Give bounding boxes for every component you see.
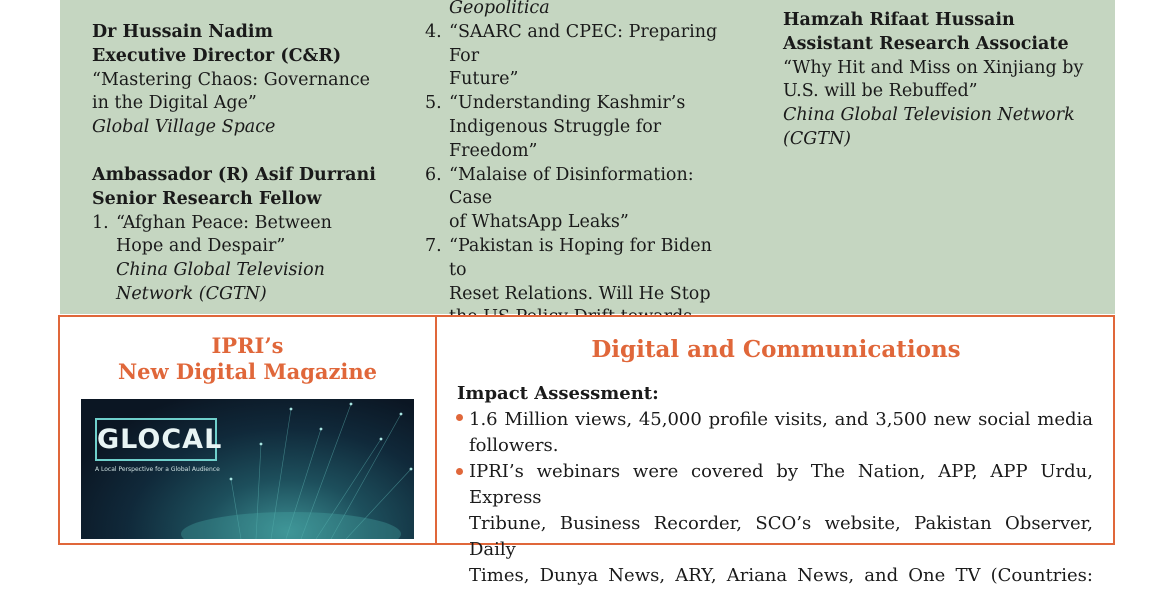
publication-source: Global Village Space bbox=[92, 117, 276, 138]
publication-source: China Global Television bbox=[116, 260, 325, 281]
bullet-line: Tribune, Business Recorder, SCO’s website, Pakistan Observer, Daily bbox=[469, 513, 1093, 560]
article-title-line: Hope and Despair” bbox=[116, 236, 286, 257]
item-number: 7. bbox=[425, 235, 442, 256]
article-title-line: U.S. will be Rebuffed” bbox=[783, 81, 978, 102]
author-name: Dr Hussain Nadim bbox=[92, 22, 273, 42]
magazine-title-line: IPRI’s bbox=[211, 333, 284, 358]
impact-heading: Impact Assessment: bbox=[457, 383, 659, 404]
item-number: 5. bbox=[425, 93, 442, 114]
article-title-line: of WhatsApp Leaks” bbox=[449, 212, 629, 233]
article-title-line: “Understanding Kashmir’s bbox=[449, 93, 686, 114]
article-title-line: Indigenous Struggle for bbox=[449, 116, 662, 137]
author-name: Hamzah Rifaat Hussain bbox=[783, 10, 1015, 30]
author-name: Ambassador (R) Asif Durrani bbox=[92, 164, 376, 185]
bullet-line: followers. bbox=[469, 435, 559, 456]
article-title-line: “Malaise of Disinformation: Case bbox=[449, 164, 694, 209]
column-1 bbox=[92, 21, 392, 307]
publication-source: (CGTN) bbox=[783, 128, 852, 149]
article-title-line: “Mastering Chaos: Governance bbox=[92, 69, 370, 90]
article-title-line: Reset Relations. Will He Stop bbox=[449, 283, 711, 304]
section-title: Digital and Communications bbox=[591, 336, 961, 363]
author-role: Assistant Research Associate bbox=[783, 33, 1069, 54]
article-title-line: “Afghan Peace: Between bbox=[116, 212, 332, 233]
bullet-line: IPRI’s webinars were covered by The Nation, APP, APP Urdu, Express bbox=[469, 461, 1093, 508]
article-title-line: Freedom” bbox=[449, 140, 538, 161]
bullet-item bbox=[469, 407, 1093, 459]
item-number: 1. bbox=[92, 212, 109, 233]
bullet-line: Times, Dunya News, ARY, Ariana News, and One TV (Countries: bbox=[469, 565, 1093, 586]
author-role: Senior Research Fellow bbox=[92, 188, 322, 209]
article-title-line: “Pakistan is Hoping for Biden to bbox=[449, 235, 712, 280]
article-item bbox=[425, 21, 725, 92]
article-item bbox=[92, 212, 392, 307]
article-title-line: “Why Hit and Miss on Xinjiang by bbox=[783, 57, 1084, 78]
bullet-line: 1.6 Million views, 45,000 profile visits, and 3,500 new social media bbox=[469, 409, 1093, 430]
article-title-line: Future” bbox=[449, 69, 519, 90]
bullet-icon bbox=[456, 414, 463, 421]
magazine-cover-image[interactable] bbox=[81, 399, 414, 539]
glocal-logo: GLOCAL bbox=[95, 418, 217, 461]
article-title-line: in the Digital Age” bbox=[92, 93, 257, 114]
magazine-title-line: New Digital Magazine bbox=[117, 359, 378, 384]
magazine-title bbox=[60, 333, 435, 385]
item-number: 6. bbox=[425, 164, 442, 185]
publication-source: Network (CGTN) bbox=[116, 283, 267, 304]
column-3 bbox=[783, 9, 1093, 152]
publication-source: China Global Television Network bbox=[783, 105, 1075, 126]
article-item bbox=[425, 92, 725, 163]
bullet-item bbox=[469, 459, 1093, 589]
item-number: 4. bbox=[425, 21, 442, 42]
bullet-icon bbox=[456, 468, 463, 475]
publication-source: Geopolitica bbox=[449, 0, 550, 18]
article-title-line: “SAARC and CPEC: Preparing For bbox=[449, 21, 718, 66]
author-role: Executive Director (C&R) bbox=[92, 45, 342, 66]
article-item bbox=[425, 164, 725, 235]
cover-tagline: A Local Perspective for a Global Audience bbox=[95, 466, 220, 473]
